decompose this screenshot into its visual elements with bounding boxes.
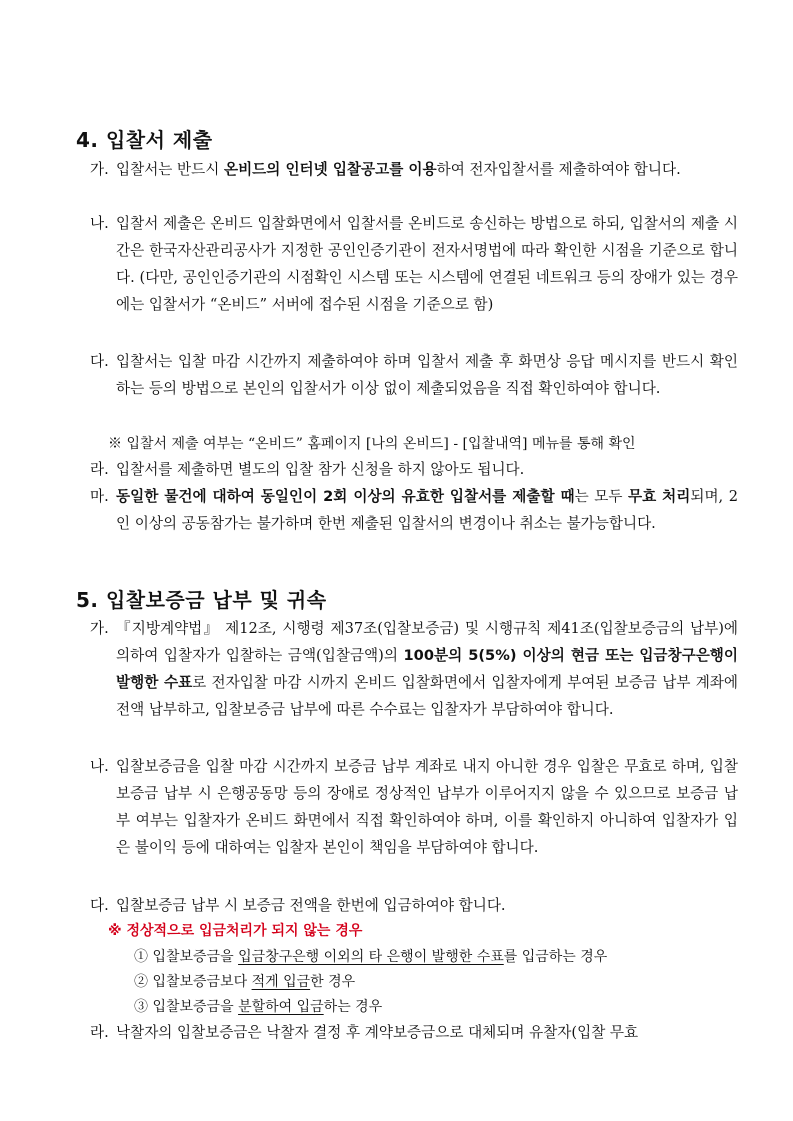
item-text: [116, 210, 738, 318]
section-5-heading: 5. 입찰보증금 납부 및 귀속: [76, 588, 327, 612]
subitem-text: [152, 974, 355, 990]
s4-item-da: [90, 348, 738, 402]
text-run: 되며, 2인 이상의 공동참가는 불가하며 한번 제출된 입찰서의 변경이나 취소는 불가능합니다.: [116, 488, 738, 532]
item-text: [116, 615, 738, 723]
item-text: [116, 483, 738, 537]
text-run: 『지방계약법』 제12조, 시행령 제37조(입찰보증금) 및 시행규칙 제41조(입찰보증금의 납부)에 의하여 입찰자가 입찰하는 금액(입찰금액)의: [116, 620, 738, 664]
item-label: 나.: [90, 215, 109, 232]
s4-note: ※ 입찰서 제출 여부는 “온비드” 홈페이지 [나의 온비드] - [입찰내역] 메뉴를 통해 확인: [108, 436, 636, 452]
text-run: 입찰보증금보다: [152, 974, 252, 990]
text-run: 입찰서는 반드시: [116, 161, 224, 178]
bold-text: 온비드의 인터넷 입찰공고를 이용: [223, 161, 437, 178]
item-label: 마.: [90, 488, 109, 505]
s5-item-ga: [90, 615, 738, 723]
s4-item-ma: [90, 483, 738, 537]
text-run: 는 모두: [574, 488, 628, 505]
item-label: 가.: [90, 161, 109, 178]
subitem-text: [152, 949, 607, 965]
item-text: [116, 456, 738, 483]
item-text: [116, 892, 738, 919]
text-run: 를 입금하는 경우: [503, 949, 608, 965]
subitem-text: [152, 999, 382, 1015]
bold-text: 100분의 5(5%) 이상의 현금 또는 입금창구은행이 발행한 수표: [116, 647, 739, 691]
s5-item-ra: [90, 1019, 738, 1046]
underlined-text: 적게 입금: [251, 974, 311, 990]
text-run: 입찰보증금을: [152, 999, 239, 1015]
item-label: 라.: [90, 461, 109, 478]
s5-item-na: [90, 753, 738, 861]
s4-item-ga: [90, 156, 738, 183]
item-text: [116, 1019, 738, 1046]
text-run: 입찰보증금을 입찰 마감 시간까지 보증금 납부 계좌로 내지 아니한 경우 입찰은 무효로 하며, 입찰보증금 납부 시 은행공동망 등의 장애로 정상적인 납부가 이루어지지 않을 수 있으므로 보증금 납부 여부는 입찰자가 온비드 화면에서 직접 확인하여야 하며, 이를 확인하지 아니하여 입찰자가 입은 불이익 등에 대하여는 입찰자 본인이 책임을 부담하여야 합니다.: [116, 758, 738, 856]
bold-text: 동일한 물건에 대하여 동일인이 2회 이상의 유효한 입찰서를 제출할 때: [116, 488, 575, 505]
item-label: 다.: [90, 353, 109, 370]
s5-subitem-3: [134, 995, 382, 1019]
text-run: 낙찰자의 입찰보증금은 낙찰자 결정 후 계약보증금으로 대체되며 유찰자(입찰 무효: [116, 1024, 639, 1041]
underlined-text: 분할하여 입금: [238, 999, 324, 1015]
item-label: 나.: [90, 758, 109, 775]
item-text: [116, 156, 738, 183]
underlined-text: 입금창구은행 이외의 타 은행이 발행한 수표: [238, 949, 504, 965]
s4-item-ra: [90, 456, 738, 483]
text-run: 로 전자입찰 마감 시까지 온비드 입찰화면에서 입찰자에게 부여된 보증금 납부 계좌에 전액 납부하고, 입찰보증금 납부에 따른 수수료는 입찰자가 부담하여야 합니다.: [116, 674, 738, 718]
text-run: 입찰서를 제출하면 별도의 입찰 참가 신청을 하지 않아도 됩니다.: [116, 461, 525, 478]
item-label: 가.: [90, 620, 109, 637]
text-run: 입찰보증금을: [152, 949, 239, 965]
item-label: 다.: [90, 897, 109, 914]
s5-item-da: [90, 892, 738, 919]
text-run: 한 경우: [310, 974, 356, 990]
subitem-number: ①: [134, 949, 148, 965]
text-run: 입찰서는 입찰 마감 시간까지 제출하여야 하며 입찰서 제출 후 화면상 응답 메시지를 반드시 확인하는 등의 방법으로 본인의 입찰서가 이상 없이 제출되었음을 직접 확인하여야 합니다.: [116, 353, 738, 397]
s4-item-na: [90, 210, 738, 318]
section-4-heading: 4. 입찰서 제출: [76, 128, 213, 152]
subitem-number: ③: [134, 999, 148, 1015]
s5-warning: ※ 정상적으로 입금처리가 되지 않는 경우: [108, 923, 363, 939]
item-label: 라.: [90, 1024, 109, 1041]
item-text: [116, 753, 738, 861]
item-text: [116, 348, 738, 402]
bold-text: 무효 처리: [627, 488, 691, 505]
text-run: 입찰서 제출은 온비드 입찰화면에서 입찰서를 온비드로 송신하는 방법으로 하되, 입찰서의 제출 시간은 한국자산관리공사가 지정한 공인인증기관이 전자서명법에 따라 확인한 시점을 기준으로 합니다. (다만, 공인인증기관의 시점확인 시스템 또는 시스템에 연결된 네트워크 등의 장애가 있는 경우에는 입찰서가 “온비드” 서버에 접수된 시점을 기준으로 함): [116, 215, 738, 313]
s5-subitem-1: [134, 945, 607, 969]
text-run: 하여 전자입찰서를 제출하여야 합니다.: [436, 161, 681, 178]
text-run: 입찰보증금 납부 시 보증금 전액을 한번에 입금하여야 합니다.: [116, 897, 506, 914]
s5-subitem-2: [134, 970, 355, 994]
text-run: 하는 경우: [323, 999, 383, 1015]
subitem-number: ②: [134, 974, 148, 990]
